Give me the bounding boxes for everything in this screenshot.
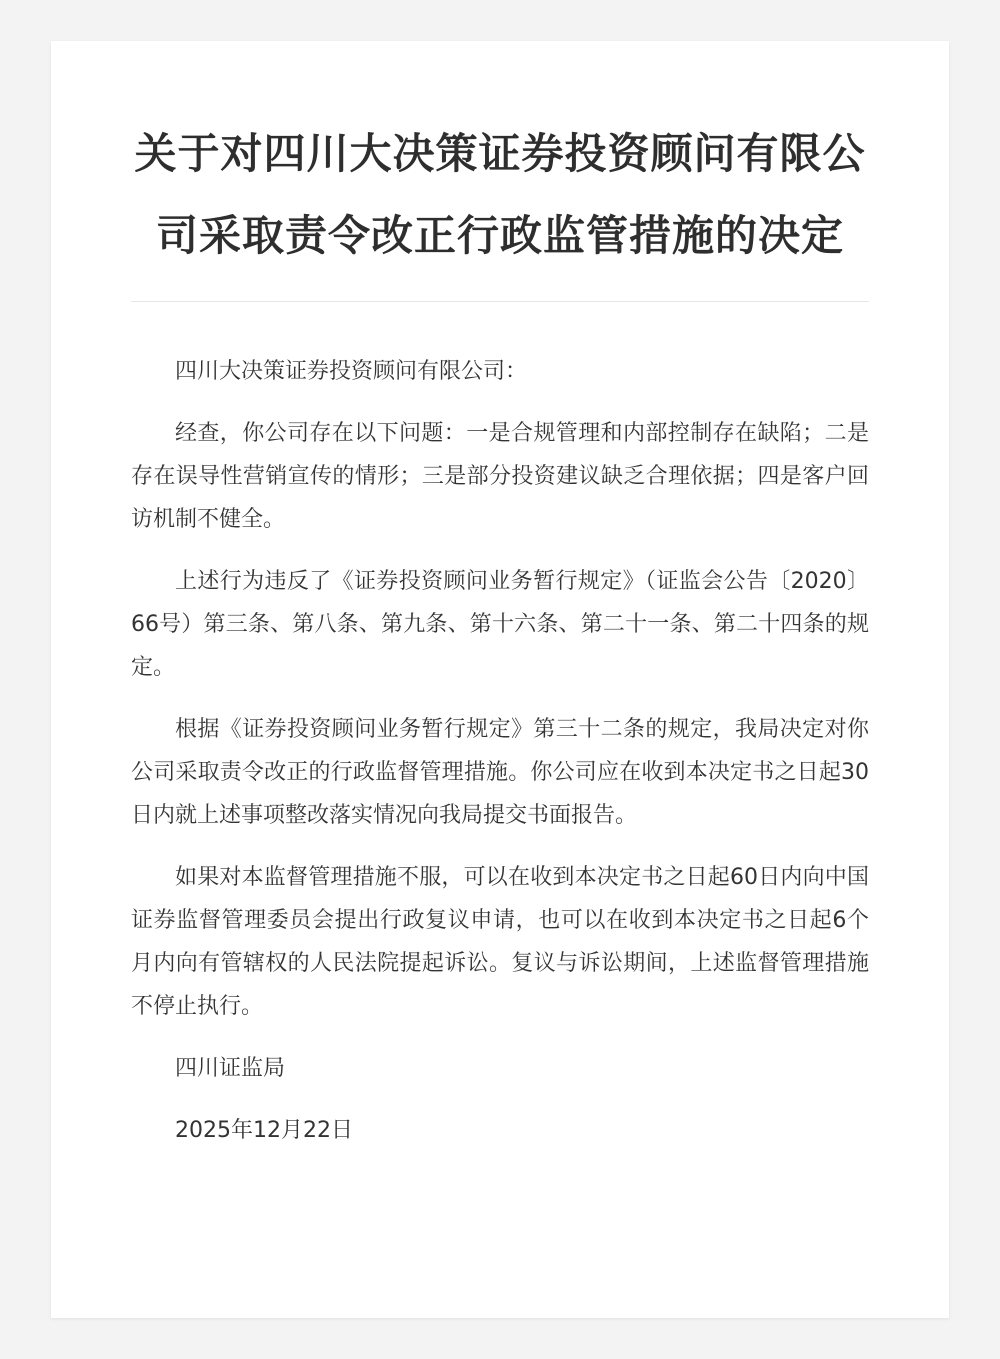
findings-paragraph: 经查，你公司存在以下问题：一是合规管理和内部控制存在缺陷；二是存在误导性营销宣传的情形；三是部分投资建议缺乏合理依据；四是客户回访机制不健全。 <box>131 421 869 532</box>
appeal-paragraph: 如果对本监督管理措施不服，可以在收到本决定书之日起60日内向中国证券监督管理委员会提出行政复议申请，也可以在收到本决定书之日起6个月内向有管辖权的人民法院提起诉讼。复议与诉讼期间，上述监督管理措施不停止执行。 <box>131 865 869 1019</box>
issue-date: 2025年12月22日 <box>175 1118 353 1143</box>
decision-paragraph: 根据《证券投资顾问业务暂行规定》第三十二条的规定，我局决定对你公司采取责令改正的行政监督管理措施。你公司应在收到本决定书之日起30日内就上述事项整改落实情况向我局提交书面报告。 <box>131 717 869 828</box>
title-divider <box>131 301 869 302</box>
document-title: 关于对四川大决策证券投资顾问有限公司采取责令改正行政监管措施的决定 <box>134 129 866 260</box>
violation-paragraph: 上述行为违反了《证券投资顾问业务暂行规定》（证监会公告〔2020〕66号）第三条、第八条、第九条、第十六条、第二十一条、第二十四条的规定。 <box>131 569 869 680</box>
addressee: 四川大决策证券投资顾问有限公司： <box>175 359 528 384</box>
document-card <box>51 41 949 1318</box>
document-body <box>131 350 869 1152</box>
issuer: 四川证监局 <box>175 1056 286 1081</box>
